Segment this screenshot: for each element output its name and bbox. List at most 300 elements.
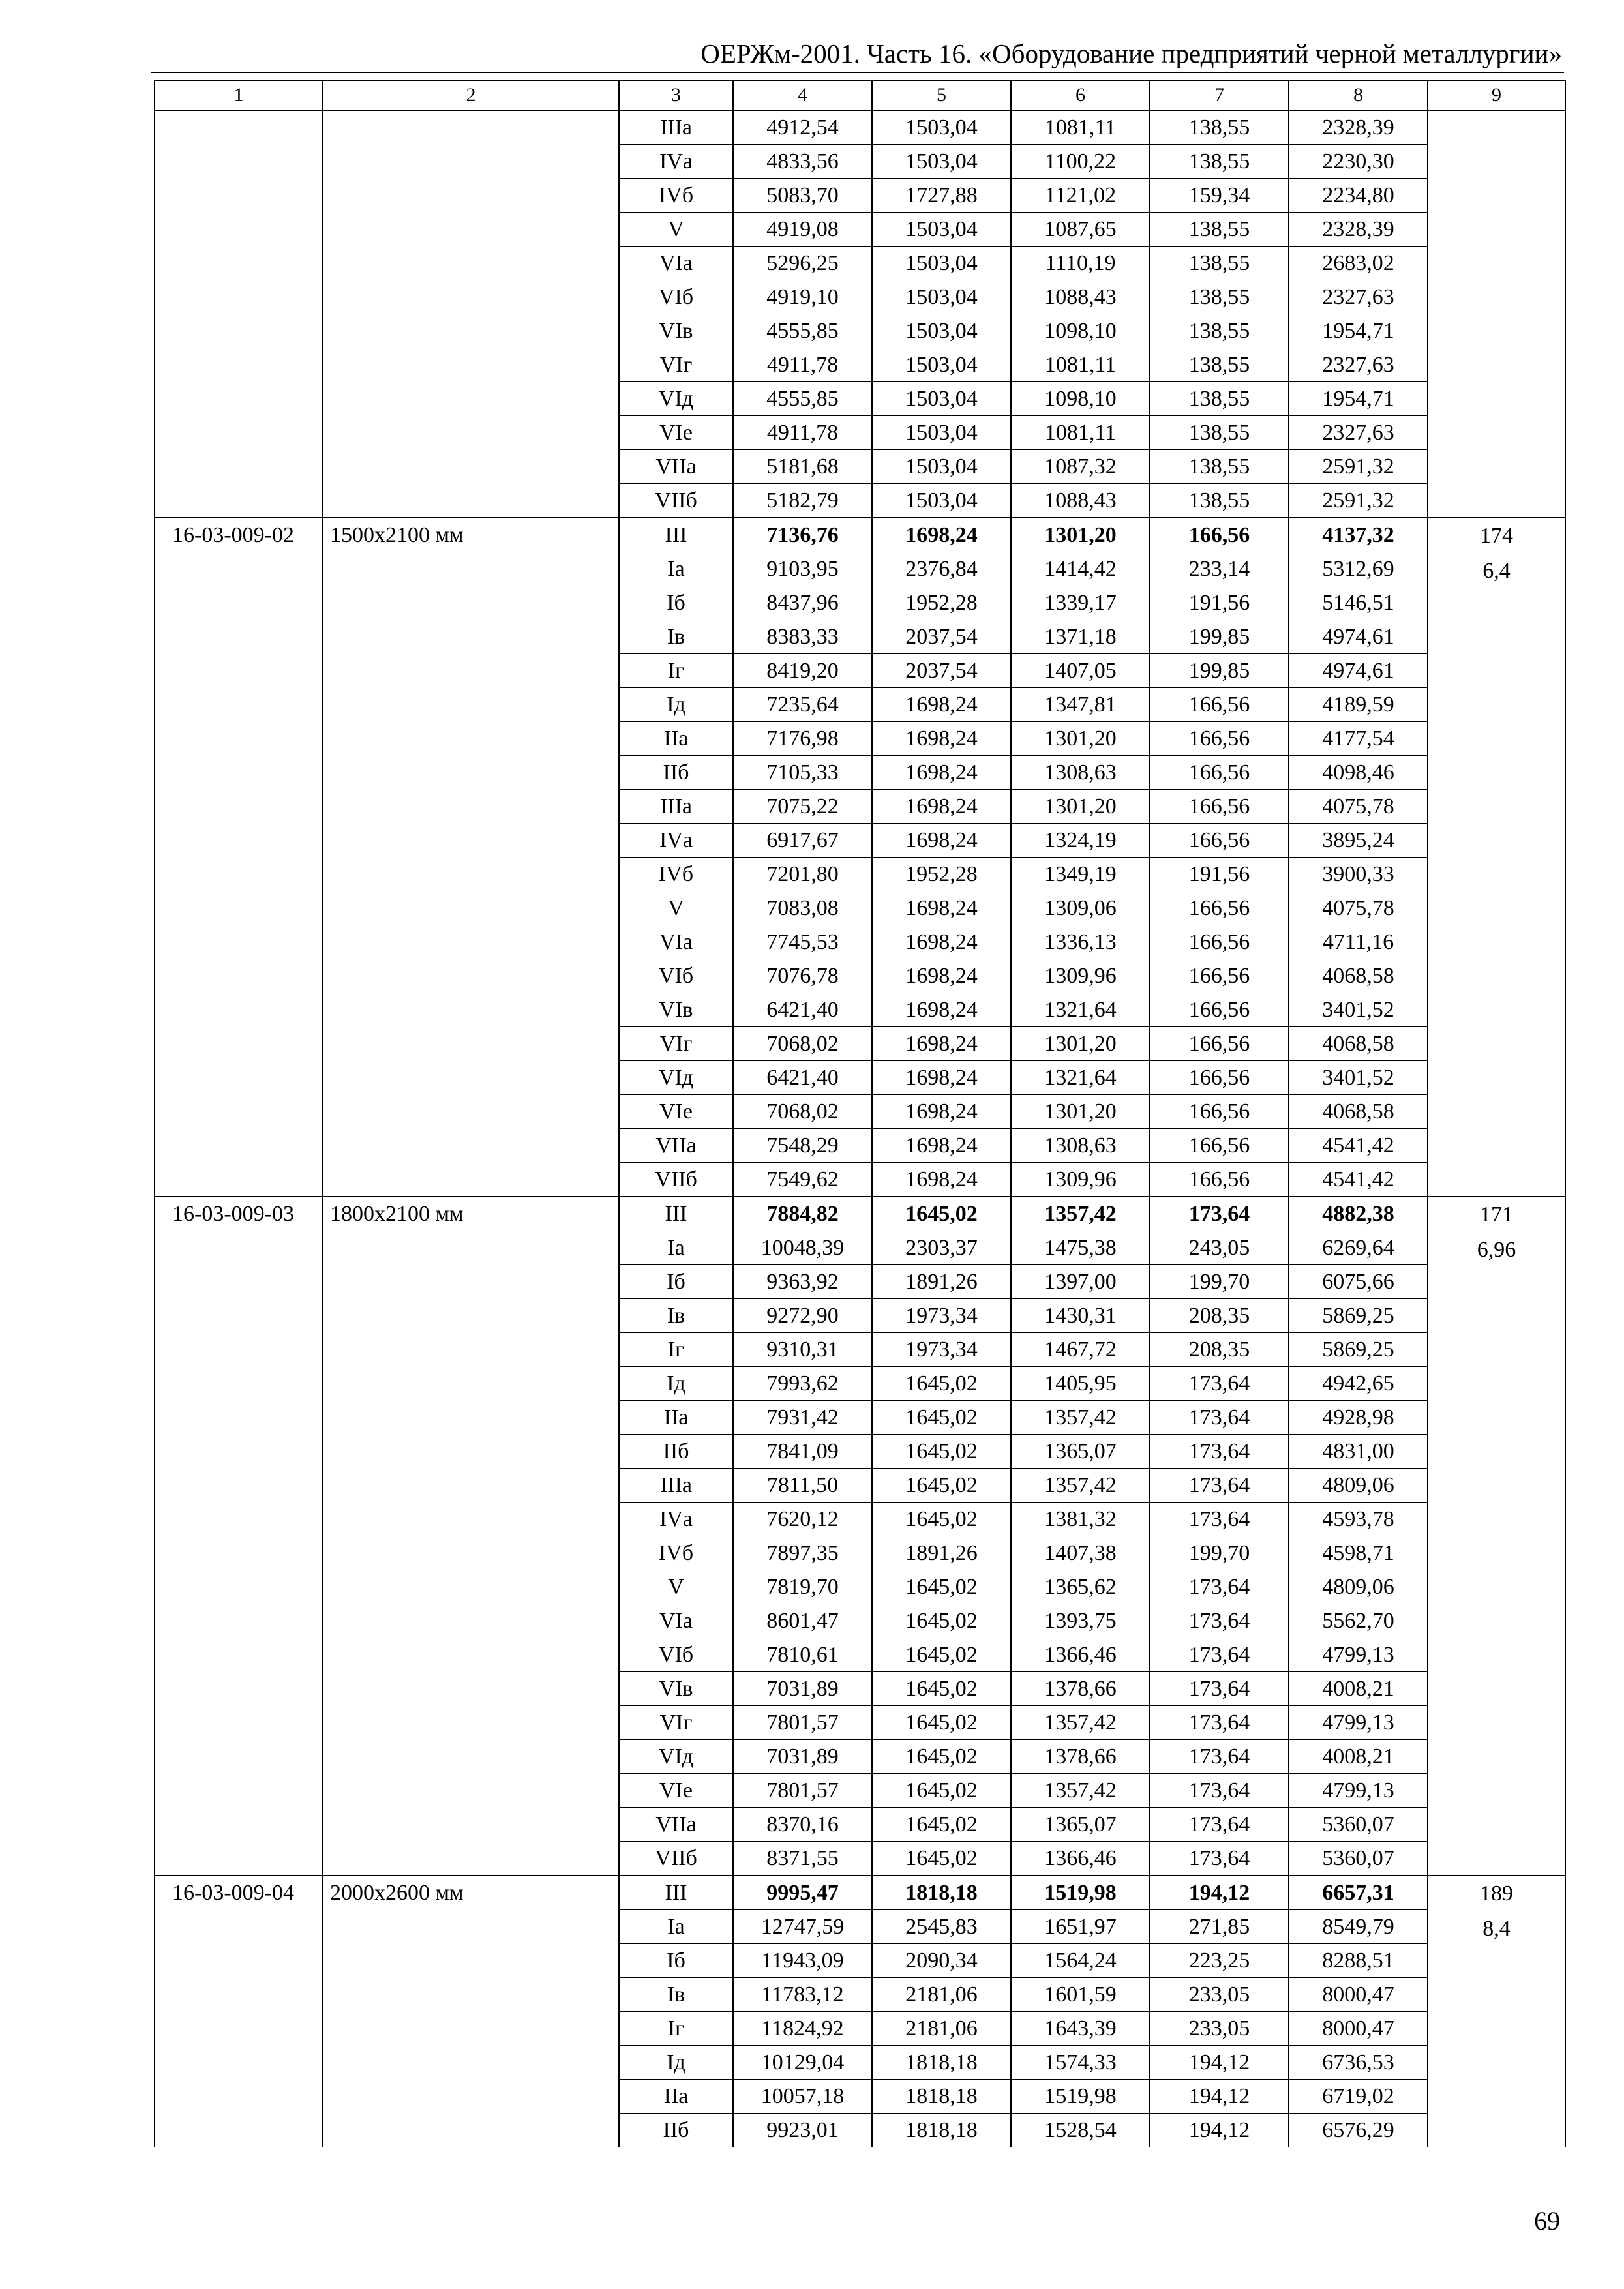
value-cell: 1645,02 — [872, 1197, 1011, 1231]
value-cell: 2328,39 — [1289, 110, 1428, 145]
table-body — [155, 110, 1565, 2147]
value-cell: 1698,24 — [872, 1129, 1011, 1163]
value-cell: 7897,35 — [733, 1536, 872, 1570]
value-cell: 4831,00 — [1289, 1435, 1428, 1469]
value-cell: 7068,02 — [733, 1027, 872, 1061]
value-cell: 1818,18 — [872, 2114, 1011, 2147]
value-cell: 7819,70 — [733, 1570, 872, 1604]
region-cell: VIа — [619, 1604, 733, 1638]
column-header: 4 — [733, 80, 872, 110]
value-cell: 1503,04 — [872, 145, 1011, 179]
value-cell: 1645,02 — [872, 1774, 1011, 1808]
value-cell: 1698,24 — [872, 824, 1011, 858]
region-cell: VIIб — [619, 1842, 733, 1876]
region-cell: V — [619, 213, 733, 247]
value-cell: 7201,80 — [733, 858, 872, 891]
value-cell: 1698,24 — [872, 790, 1011, 824]
region-cell: IVб — [619, 179, 733, 213]
value-cell: 10129,04 — [733, 2046, 872, 2080]
value-cell: 4008,21 — [1289, 1672, 1428, 1706]
value-cell: 1503,04 — [872, 416, 1011, 450]
column-number-row — [155, 80, 1565, 110]
value-cell: 1357,42 — [1011, 1469, 1150, 1503]
value-cell: 194,12 — [1150, 2046, 1289, 2080]
value-cell: 1698,24 — [872, 688, 1011, 722]
value-cell: 271,85 — [1150, 1910, 1289, 1944]
value-cell: 8288,51 — [1289, 1944, 1428, 1978]
value-cell: 166,56 — [1150, 518, 1289, 552]
value-cell: 1645,02 — [872, 1672, 1011, 1706]
value-cell: 8437,96 — [733, 586, 872, 620]
value-cell: 159,34 — [1150, 179, 1289, 213]
region-cell: III — [619, 518, 733, 552]
value-cell: 2683,02 — [1289, 247, 1428, 280]
region-cell: IVа — [619, 824, 733, 858]
extra-value: 174 — [1480, 524, 1513, 548]
value-cell: 138,55 — [1150, 416, 1289, 450]
value-cell: 6075,66 — [1289, 1265, 1428, 1299]
value-cell: 1110,19 — [1011, 247, 1150, 280]
value-cell: 7075,22 — [733, 790, 872, 824]
value-cell: 8370,16 — [733, 1808, 872, 1842]
value-cell: 173,64 — [1150, 1808, 1289, 1842]
value-cell: 1891,26 — [872, 1536, 1011, 1570]
region-cell: V — [619, 891, 733, 925]
extra-value: 171 — [1480, 1203, 1513, 1227]
value-cell: 7076,78 — [733, 959, 872, 993]
value-cell: 1349,19 — [1011, 858, 1150, 891]
region-cell: Iв — [619, 1299, 733, 1333]
value-cell: 4809,06 — [1289, 1570, 1428, 1604]
value-cell: 138,55 — [1150, 110, 1289, 145]
region-cell: VIг — [619, 1706, 733, 1740]
value-cell: 191,56 — [1150, 858, 1289, 891]
value-cell: 1645,02 — [872, 1435, 1011, 1469]
region-cell: IIб — [619, 2114, 733, 2147]
column-header: 6 — [1011, 80, 1150, 110]
value-cell: 1698,24 — [872, 959, 1011, 993]
value-cell: 1087,65 — [1011, 213, 1150, 247]
value-cell: 6576,29 — [1289, 2114, 1428, 2147]
value-cell: 4075,78 — [1289, 790, 1428, 824]
value-cell: 1088,43 — [1011, 280, 1150, 314]
value-cell: 5083,70 — [733, 179, 872, 213]
region-cell: IVа — [619, 145, 733, 179]
value-cell: 1081,11 — [1011, 348, 1150, 382]
value-cell: 1698,24 — [872, 1027, 1011, 1061]
region-cell: Iг — [619, 2012, 733, 2046]
value-cell: 1309,96 — [1011, 959, 1150, 993]
value-cell: 166,56 — [1150, 1129, 1289, 1163]
value-cell: 2327,63 — [1289, 348, 1428, 382]
value-cell: 2591,32 — [1289, 450, 1428, 484]
value-cell: 166,56 — [1150, 1027, 1289, 1061]
value-cell: 1324,19 — [1011, 824, 1150, 858]
value-cell: 1645,02 — [872, 1401, 1011, 1435]
value-cell: 138,55 — [1150, 484, 1289, 518]
region-cell: VIа — [619, 925, 733, 959]
value-cell: 173,64 — [1150, 1503, 1289, 1536]
value-cell: 199,70 — [1150, 1265, 1289, 1299]
value-cell: 4911,78 — [733, 416, 872, 450]
value-cell: 4882,38 — [1289, 1197, 1428, 1231]
value-cell: 166,56 — [1150, 756, 1289, 790]
value-cell: 1393,75 — [1011, 1604, 1150, 1638]
extra-values-cell — [1428, 518, 1565, 1197]
region-cell: Iв — [619, 1978, 733, 2012]
region-cell: VIв — [619, 1672, 733, 1706]
value-cell: 1503,04 — [872, 382, 1011, 416]
value-cell: 4833,56 — [733, 145, 872, 179]
value-cell: 1430,31 — [1011, 1299, 1150, 1333]
value-cell: 9995,47 — [733, 1876, 872, 1910]
region-cell: VIIб — [619, 1163, 733, 1197]
value-cell: 1519,98 — [1011, 1876, 1150, 1910]
value-cell: 1503,04 — [872, 484, 1011, 518]
value-cell: 2037,54 — [872, 620, 1011, 654]
value-cell: 1503,04 — [872, 110, 1011, 145]
region-cell: Iа — [619, 1231, 733, 1265]
extra-value: 6,96 — [1477, 1238, 1516, 1262]
value-cell: 1357,42 — [1011, 1706, 1150, 1740]
value-cell: 1643,39 — [1011, 2012, 1150, 2046]
region-cell: VIд — [619, 1740, 733, 1774]
value-cell: 1954,71 — [1289, 382, 1428, 416]
value-cell: 7801,57 — [733, 1706, 872, 1740]
value-cell: 6719,02 — [1289, 2080, 1428, 2114]
extra-value: 8,4 — [1482, 1917, 1511, 1941]
value-cell: 7105,33 — [733, 756, 872, 790]
value-cell: 4075,78 — [1289, 891, 1428, 925]
value-cell: 7810,61 — [733, 1638, 872, 1672]
region-cell: VIе — [619, 1774, 733, 1808]
value-cell: 1308,63 — [1011, 1129, 1150, 1163]
value-cell: 199,85 — [1150, 620, 1289, 654]
value-cell: 199,85 — [1150, 654, 1289, 688]
item-size: 1800x2100 мм — [323, 1197, 619, 1876]
value-cell: 4911,78 — [733, 348, 872, 382]
table-row — [155, 110, 1565, 145]
column-header: 5 — [872, 80, 1011, 110]
value-cell: 6269,64 — [1289, 1231, 1428, 1265]
region-cell: VIд — [619, 382, 733, 416]
value-cell: 2376,84 — [872, 552, 1011, 586]
value-cell: 2303,37 — [872, 1231, 1011, 1265]
region-cell: VIв — [619, 314, 733, 348]
region-cell: IIIа — [619, 1469, 733, 1503]
value-cell: 1378,66 — [1011, 1672, 1150, 1706]
value-cell: 138,55 — [1150, 280, 1289, 314]
value-cell: 2037,54 — [872, 654, 1011, 688]
value-cell: 12747,59 — [733, 1910, 872, 1944]
region-cell: IIа — [619, 2080, 733, 2114]
table-row — [155, 1876, 1565, 1910]
value-cell: 1528,54 — [1011, 2114, 1150, 2147]
value-cell: 4555,85 — [733, 382, 872, 416]
value-cell: 9103,95 — [733, 552, 872, 586]
region-cell: VIIа — [619, 450, 733, 484]
value-cell: 5869,25 — [1289, 1299, 1428, 1333]
region-cell: VIг — [619, 348, 733, 382]
value-cell: 5182,79 — [733, 484, 872, 518]
value-cell: 1973,34 — [872, 1333, 1011, 1367]
value-cell: 4799,13 — [1289, 1638, 1428, 1672]
table-row — [155, 518, 1565, 552]
value-cell: 5296,25 — [733, 247, 872, 280]
value-cell: 2591,32 — [1289, 484, 1428, 518]
region-cell: III — [619, 1876, 733, 1910]
region-cell: VIIб — [619, 484, 733, 518]
value-cell: 4068,58 — [1289, 959, 1428, 993]
value-cell: 1519,98 — [1011, 2080, 1150, 2114]
value-cell: 166,56 — [1150, 722, 1289, 756]
value-cell: 173,64 — [1150, 1469, 1289, 1503]
value-cell: 1371,18 — [1011, 620, 1150, 654]
region-cell: VIб — [619, 1638, 733, 1672]
region-cell: VIIа — [619, 1129, 733, 1163]
value-cell: 1321,64 — [1011, 993, 1150, 1027]
value-cell: 8000,47 — [1289, 1978, 1428, 2012]
region-cell: Iа — [619, 552, 733, 586]
value-cell: 1574,33 — [1011, 2046, 1150, 2080]
value-cell: 1645,02 — [872, 1367, 1011, 1401]
value-cell: 2181,06 — [872, 1978, 1011, 2012]
region-cell: IIб — [619, 1435, 733, 1469]
value-cell: 173,64 — [1150, 1401, 1289, 1435]
value-cell: 8000,47 — [1289, 2012, 1428, 2046]
value-cell: 1503,04 — [872, 348, 1011, 382]
value-cell: 1952,28 — [872, 858, 1011, 891]
value-cell: 173,64 — [1150, 1774, 1289, 1808]
value-cell: 1081,11 — [1011, 416, 1150, 450]
value-cell: 1698,24 — [872, 925, 1011, 959]
page-number: 69 — [1534, 2206, 1560, 2236]
value-cell: 3900,33 — [1289, 858, 1428, 891]
value-cell: 138,55 — [1150, 213, 1289, 247]
value-cell: 11824,92 — [733, 2012, 872, 2046]
value-cell: 1407,05 — [1011, 654, 1150, 688]
region-cell: VIа — [619, 247, 733, 280]
value-cell: 138,55 — [1150, 145, 1289, 179]
value-cell: 1698,24 — [872, 993, 1011, 1027]
value-cell: 1503,04 — [872, 247, 1011, 280]
value-cell: 1301,20 — [1011, 1095, 1150, 1129]
value-cell: 173,64 — [1150, 1842, 1289, 1876]
region-cell: Iв — [619, 620, 733, 654]
value-cell: 223,25 — [1150, 1944, 1289, 1978]
value-cell: 1405,95 — [1011, 1367, 1150, 1401]
value-cell: 138,55 — [1150, 450, 1289, 484]
value-cell: 4008,21 — [1289, 1740, 1428, 1774]
value-cell: 9310,31 — [733, 1333, 872, 1367]
value-cell: 6421,40 — [733, 993, 872, 1027]
value-cell: 166,56 — [1150, 688, 1289, 722]
value-cell: 7031,89 — [733, 1672, 872, 1706]
value-cell: 1503,04 — [872, 213, 1011, 247]
header-rule — [151, 72, 1564, 73]
value-cell: 7136,76 — [733, 518, 872, 552]
value-cell: 233,05 — [1150, 1978, 1289, 2012]
value-cell: 138,55 — [1150, 382, 1289, 416]
value-cell: 1365,07 — [1011, 1808, 1150, 1842]
value-cell: 4711,16 — [1289, 925, 1428, 959]
column-header: 8 — [1289, 80, 1428, 110]
value-cell: 8419,20 — [733, 654, 872, 688]
value-cell: 1818,18 — [872, 2080, 1011, 2114]
region-cell: Iг — [619, 654, 733, 688]
value-cell: 1381,32 — [1011, 1503, 1150, 1536]
value-cell: 5869,25 — [1289, 1333, 1428, 1367]
value-cell: 199,70 — [1150, 1536, 1289, 1570]
value-cell: 9923,01 — [733, 2114, 872, 2147]
value-cell: 1645,02 — [872, 1740, 1011, 1774]
value-cell: 6917,67 — [733, 824, 872, 858]
value-cell: 138,55 — [1150, 314, 1289, 348]
value-cell: 4137,32 — [1289, 518, 1428, 552]
region-cell: Iб — [619, 1944, 733, 1978]
value-cell: 1503,04 — [872, 314, 1011, 348]
value-cell: 1973,34 — [872, 1299, 1011, 1333]
value-cell: 1366,46 — [1011, 1638, 1150, 1672]
column-header: 2 — [323, 80, 619, 110]
value-cell: 1818,18 — [872, 1876, 1011, 1910]
item-code: 16-03-009-03 — [155, 1197, 323, 1876]
value-cell: 1645,02 — [872, 1638, 1011, 1672]
value-cell: 4809,06 — [1289, 1469, 1428, 1503]
value-cell: 7235,64 — [733, 688, 872, 722]
value-cell: 1365,62 — [1011, 1570, 1150, 1604]
value-cell: 11783,12 — [733, 1978, 872, 2012]
value-cell: 3401,52 — [1289, 993, 1428, 1027]
value-cell: 1503,04 — [872, 450, 1011, 484]
value-cell: 4541,42 — [1289, 1129, 1428, 1163]
value-cell: 11943,09 — [733, 1944, 872, 1978]
value-cell: 1301,20 — [1011, 1027, 1150, 1061]
region-cell: VIIа — [619, 1808, 733, 1842]
value-cell: 233,05 — [1150, 2012, 1289, 2046]
value-cell: 8549,79 — [1289, 1910, 1428, 1944]
value-cell: 166,56 — [1150, 824, 1289, 858]
value-cell: 1397,00 — [1011, 1265, 1150, 1299]
value-cell: 2234,80 — [1289, 179, 1428, 213]
extra-values-cell — [1428, 1197, 1565, 1876]
value-cell: 1414,42 — [1011, 552, 1150, 586]
value-cell: 10057,18 — [733, 2080, 872, 2114]
region-cell: VIг — [619, 1027, 733, 1061]
item-size — [323, 110, 619, 518]
value-cell: 7068,02 — [733, 1095, 872, 1129]
value-cell: 1366,46 — [1011, 1842, 1150, 1876]
value-cell: 173,64 — [1150, 1570, 1289, 1604]
value-cell: 1645,02 — [872, 1808, 1011, 1842]
value-cell: 173,64 — [1150, 1197, 1289, 1231]
region-cell: IIа — [619, 722, 733, 756]
value-cell: 173,64 — [1150, 1740, 1289, 1774]
region-cell: V — [619, 1570, 733, 1604]
value-cell: 1088,43 — [1011, 484, 1150, 518]
value-cell: 1365,07 — [1011, 1435, 1150, 1469]
region-cell: IIа — [619, 1401, 733, 1435]
value-cell: 8601,47 — [733, 1604, 872, 1638]
value-cell: 208,35 — [1150, 1299, 1289, 1333]
value-cell: 4912,54 — [733, 110, 872, 145]
value-cell: 7620,12 — [733, 1503, 872, 1536]
value-cell: 1954,71 — [1289, 314, 1428, 348]
value-cell: 7083,08 — [733, 891, 872, 925]
value-cell: 1309,06 — [1011, 891, 1150, 925]
extra-value: 189 — [1480, 1881, 1513, 1906]
region-cell: IIIа — [619, 110, 733, 145]
value-cell: 5562,70 — [1289, 1604, 1428, 1638]
value-cell: 1301,20 — [1011, 722, 1150, 756]
value-cell: 7801,57 — [733, 1774, 872, 1808]
value-cell: 4177,54 — [1289, 722, 1428, 756]
value-cell: 4974,61 — [1289, 654, 1428, 688]
value-cell: 1698,24 — [872, 722, 1011, 756]
value-cell: 1378,66 — [1011, 1740, 1150, 1774]
region-cell: VIв — [619, 993, 733, 1027]
value-cell: 3895,24 — [1289, 824, 1428, 858]
value-cell: 138,55 — [1150, 247, 1289, 280]
value-cell: 166,56 — [1150, 1061, 1289, 1095]
value-cell: 4189,59 — [1289, 688, 1428, 722]
value-cell: 1336,13 — [1011, 925, 1150, 959]
item-code — [155, 110, 323, 518]
value-cell: 7884,82 — [733, 1197, 872, 1231]
value-cell: 1891,26 — [872, 1265, 1011, 1299]
value-cell: 166,56 — [1150, 790, 1289, 824]
value-cell: 4799,13 — [1289, 1706, 1428, 1740]
region-cell: Iд — [619, 1367, 733, 1401]
value-cell: 166,56 — [1150, 891, 1289, 925]
value-cell: 1100,22 — [1011, 145, 1150, 179]
value-cell: 173,64 — [1150, 1638, 1289, 1672]
value-cell: 1698,24 — [872, 1061, 1011, 1095]
value-cell: 194,12 — [1150, 2114, 1289, 2147]
value-cell: 4799,13 — [1289, 1774, 1428, 1808]
value-cell: 1301,20 — [1011, 790, 1150, 824]
item-code: 16-03-009-02 — [155, 518, 323, 1197]
item-size: 2000x2600 мм — [323, 1876, 619, 2147]
value-cell: 138,55 — [1150, 348, 1289, 382]
column-header: 1 — [155, 80, 323, 110]
value-cell: 166,56 — [1150, 925, 1289, 959]
value-cell: 4098,46 — [1289, 756, 1428, 790]
value-cell: 166,56 — [1150, 1163, 1289, 1197]
value-cell: 1564,24 — [1011, 1944, 1150, 1978]
value-cell: 5360,07 — [1289, 1808, 1428, 1842]
value-cell: 173,64 — [1150, 1604, 1289, 1638]
value-cell: 1467,72 — [1011, 1333, 1150, 1367]
region-cell: Iа — [619, 1910, 733, 1944]
price-table — [154, 80, 1566, 2147]
value-cell: 194,12 — [1150, 2080, 1289, 2114]
value-cell: 6421,40 — [733, 1061, 872, 1095]
value-cell: 1645,02 — [872, 1706, 1011, 1740]
value-cell: 6657,31 — [1289, 1876, 1428, 1910]
value-cell: 1818,18 — [872, 2046, 1011, 2080]
value-cell: 1698,24 — [872, 891, 1011, 925]
value-cell: 5146,51 — [1289, 586, 1428, 620]
extra-values-cell — [1428, 110, 1565, 518]
value-cell: 4919,08 — [733, 213, 872, 247]
value-cell: 1601,59 — [1011, 1978, 1150, 2012]
value-cell: 7841,09 — [733, 1435, 872, 1469]
value-cell: 1698,24 — [872, 518, 1011, 552]
value-cell: 9363,92 — [733, 1265, 872, 1299]
value-cell: 5181,68 — [733, 450, 872, 484]
value-cell: 1308,63 — [1011, 756, 1150, 790]
